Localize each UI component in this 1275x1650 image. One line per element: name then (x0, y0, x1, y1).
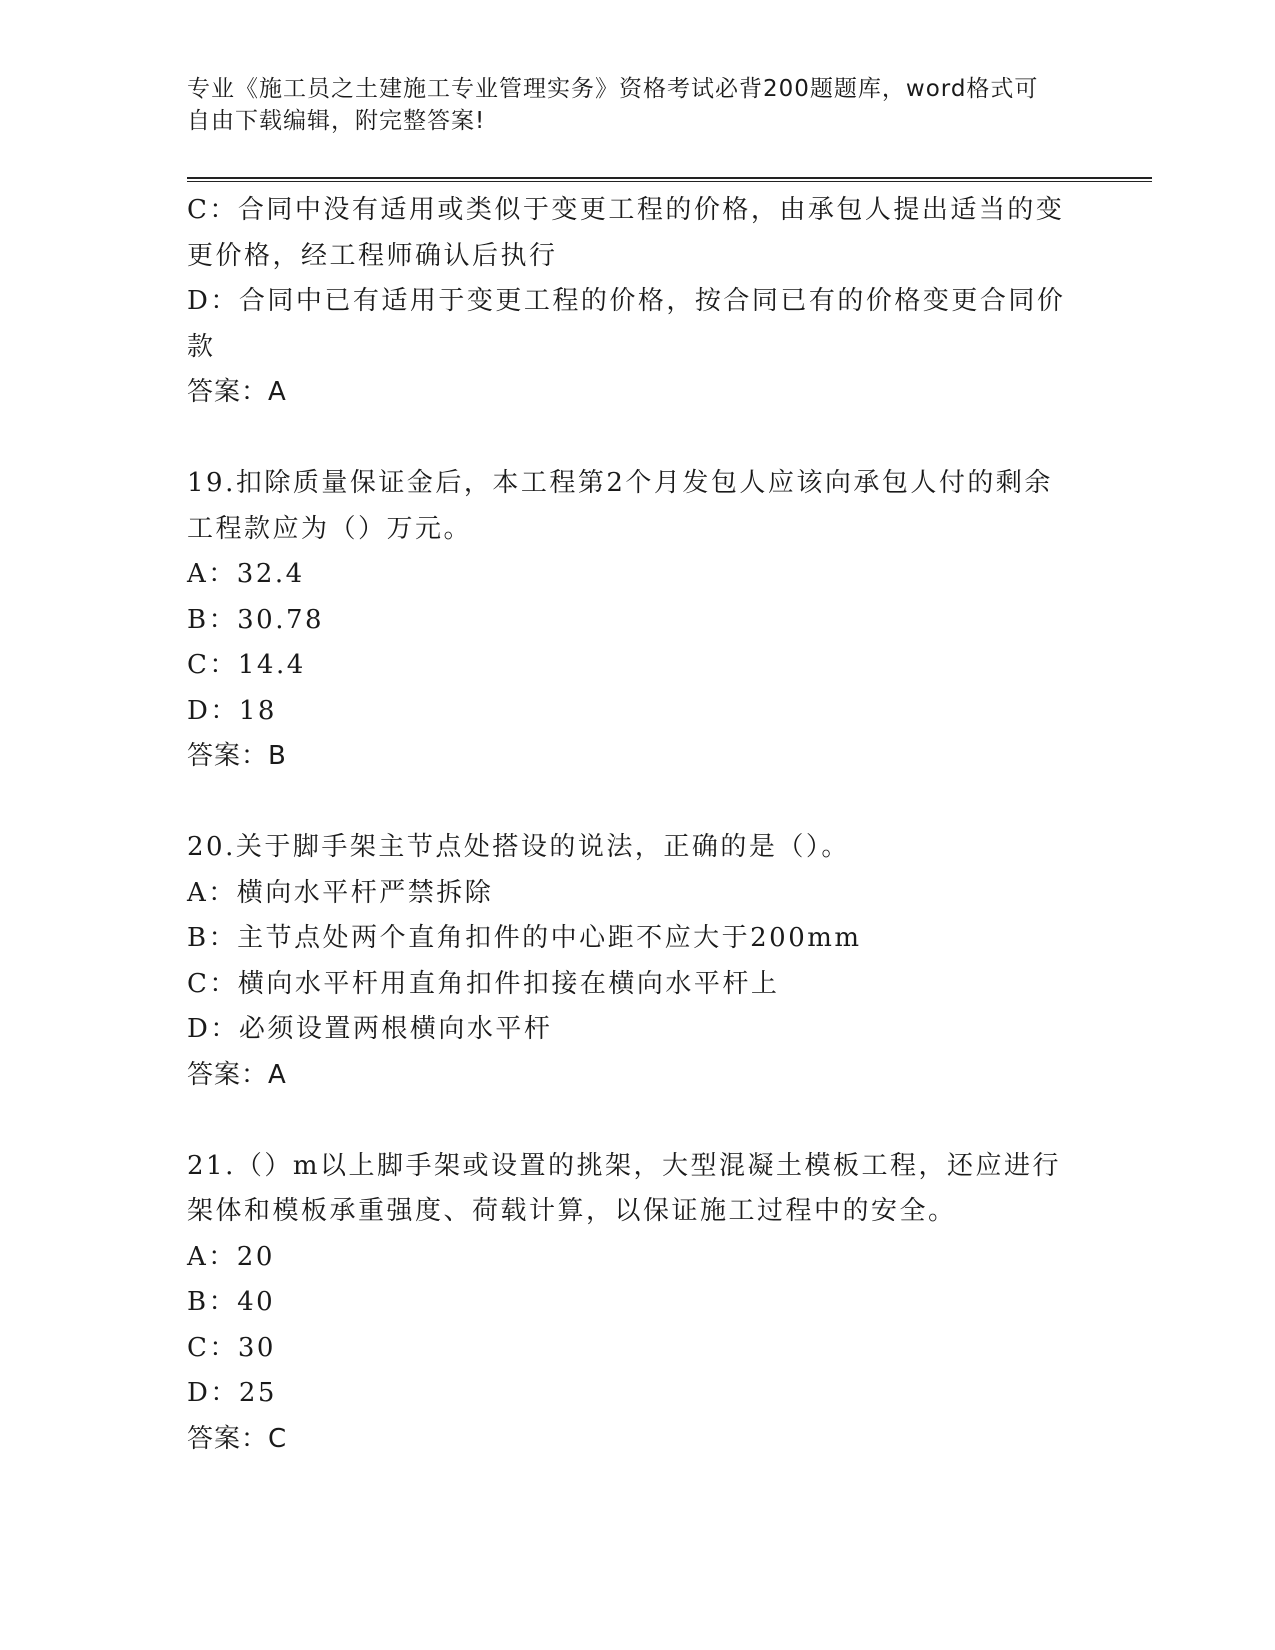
option-d: D：18 (187, 695, 277, 726)
option-c-line-2: 更价格，经工程师确认后执行 (187, 240, 558, 271)
option-a: A：20 (187, 1241, 275, 1272)
page-header (187, 73, 1067, 137)
option-c-line-1: C：合同中没有适用或类似于变更工程的价格，由承包人提出适当的变 (187, 195, 1065, 225)
option-d-line-2: 款 (187, 331, 216, 362)
option-c: C：横向水平杆用直角扣件扣接在横向水平杆上 (187, 968, 780, 999)
answer-text: 答案：B (187, 741, 287, 771)
answer-text: 答案：A (187, 377, 287, 407)
option-d: D：25 (187, 1378, 277, 1408)
question-18-continued (187, 188, 1087, 416)
option-c: C：30 (187, 1332, 276, 1363)
document-body (187, 188, 1087, 1462)
question-stem-line-2: 架体和模板承重强度、荷载计算，以保证施工过程中的安全。 (187, 1196, 957, 1226)
question-stem-line-1: 19.扣除质量保证金后，本工程第2个月发包人应该向承包人付的剩余 (187, 468, 1053, 498)
spacer (187, 1098, 1087, 1144)
option-b: B：30.78 (187, 604, 325, 635)
option-b: B：40 (187, 1287, 276, 1317)
option-a: A：32.4 (187, 559, 305, 589)
header-title-line-1: 专业《施工员之土建施工专业管理实务》资格考试必背200题题库，word格式可 (187, 76, 1039, 102)
option-c: C：14.4 (187, 650, 306, 680)
answer-text: 答案：C (187, 1423, 288, 1454)
question-stem-line-2: 工程款应为（）万元。 (187, 513, 473, 544)
header-title-line-2: 自由下载编辑，附完整答案! (187, 108, 486, 134)
option-a: A：横向水平杆严禁拆除 (187, 877, 494, 908)
question-stem-line-1: 20.关于脚手架主节点处搭设的说法，正确的是（）。 (187, 832, 850, 862)
question-stem-line-1: 21.（）m以上脚手架或设置的挑架，大型混凝土模板工程，还应进行 (187, 1150, 1062, 1181)
spacer (187, 780, 1087, 826)
option-d: D：必须设置两根横向水平杆 (187, 1014, 553, 1044)
question-20 (187, 825, 1087, 1098)
header-divider (187, 177, 1152, 182)
question-19 (187, 461, 1087, 780)
spacer (187, 416, 1087, 462)
answer-text: 答案：A (187, 1059, 287, 1090)
option-b: B：主节点处两个直角扣件的中心距不应大于200mm (187, 923, 862, 953)
question-21 (187, 1144, 1087, 1463)
option-d-line-1: D：合同中已有适用于变更工程的价格，按合同已有的价格变更合同价 (187, 286, 1066, 316)
